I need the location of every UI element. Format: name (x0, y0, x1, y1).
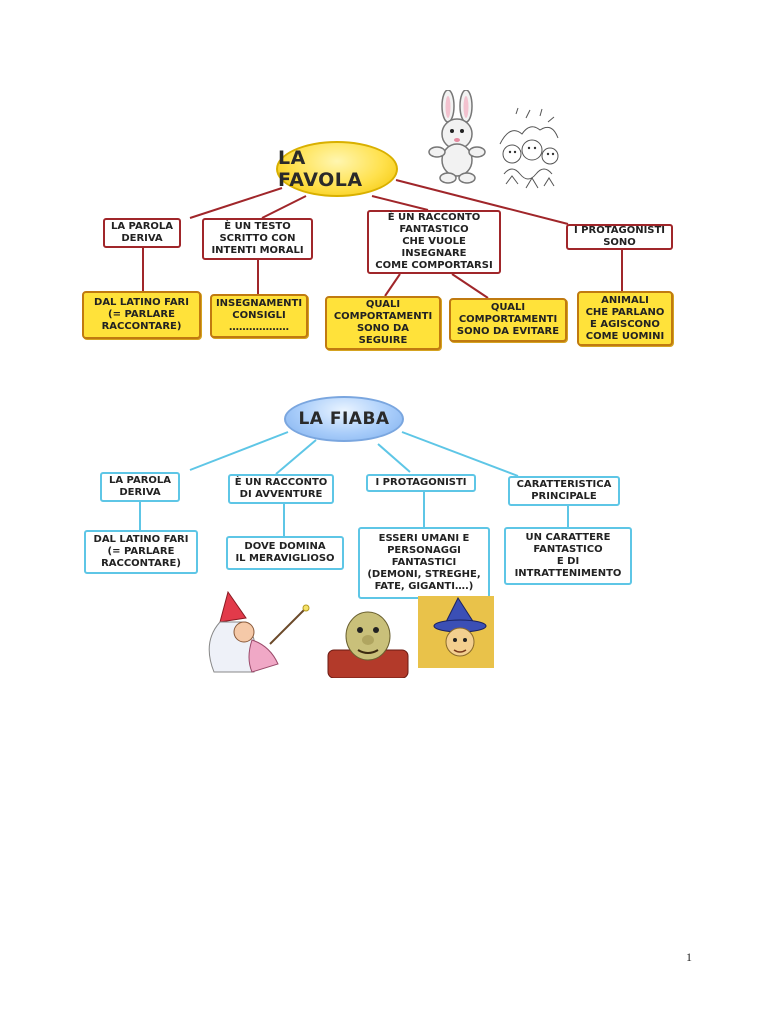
connector-fiaba-b2 (276, 440, 316, 474)
favola-detail-talking-animals: ANIMALI CHE PARLANO E AGISCONO COME UOMINI (577, 291, 673, 346)
connector-favola-b3-d2 (452, 274, 488, 298)
fiaba-branch-main-feature: CARATTERISTICA PRINCIPALE (508, 476, 620, 506)
favola-branch-protagonists: I PROTAGONISTI SONO (566, 224, 673, 250)
fairy-illustration (198, 588, 316, 676)
rabbit-illustration (424, 90, 492, 186)
giant-illustration (322, 606, 414, 678)
favola-detail-latin-fari: DAL LATINO FARI (= PARLARE RACCONTARE) (82, 291, 201, 339)
fiaba-detail-latin-fari: DAL LATINO FARI (= PARLARE RACCONTARE) (84, 530, 198, 574)
favola-title: LA FAVOLA (276, 141, 398, 197)
favola-branch-word-origin: LA PAROLA DERIVA (103, 218, 181, 248)
connector-favola-b3 (372, 196, 428, 210)
favola-branch-moral-text: È UN TESTO SCRITTO CON INTENTI MORALI (202, 218, 313, 260)
fiaba-title: LA FIABA (284, 396, 404, 442)
connector-fiaba-b1 (190, 432, 288, 470)
fiaba-branch-adventure-tale: È UN RACCONTO DI AVVENTURE (228, 474, 334, 504)
connector-fiaba-b3 (378, 444, 410, 472)
fiaba-detail-marvellous: DOVE DOMINA IL MERAVIGLIOSO (226, 536, 344, 570)
favola-detail-behaviours-to-follow: QUALI COMPORTAMENTI SONO DA SEGUIRE (325, 296, 441, 350)
connector-favola-b2 (262, 196, 306, 218)
animals-sketch-illustration (496, 104, 562, 194)
favola-branch-fantastic-tale: È UN RACCONTO FANTASTICO CHE VUOLE INSEGNARE COME COMPORTARSI (367, 210, 501, 274)
connector-fiaba-b4 (402, 432, 518, 476)
wizard-illustration (418, 596, 494, 668)
favola-detail-teachings: INSEGNAMENTI CONSIGLI ……………… (210, 294, 308, 338)
page-number: 1 (686, 950, 692, 964)
favola-detail-behaviours-to-avoid: QUALI COMPORTAMENTI SONO DA EVITARE (449, 298, 567, 342)
fiaba-detail-fantasy-entertainment: UN CARATTERE FANTASTICO E DI INTRATTENIMENTO (504, 527, 632, 585)
connector-favola-b1 (190, 188, 282, 218)
connector-favola-b3-d1 (385, 274, 400, 296)
fiaba-branch-protagonists: I PROTAGONISTI (366, 474, 476, 492)
fiaba-detail-human-and-fantastic-beings: ESSERI UMANI E PERSONAGGI FANTASTICI (DEMONI, STREGHE, FATE, GIGANTI….) (358, 527, 490, 599)
fiaba-branch-word-origin: LA PAROLA DERIVA (100, 472, 180, 502)
